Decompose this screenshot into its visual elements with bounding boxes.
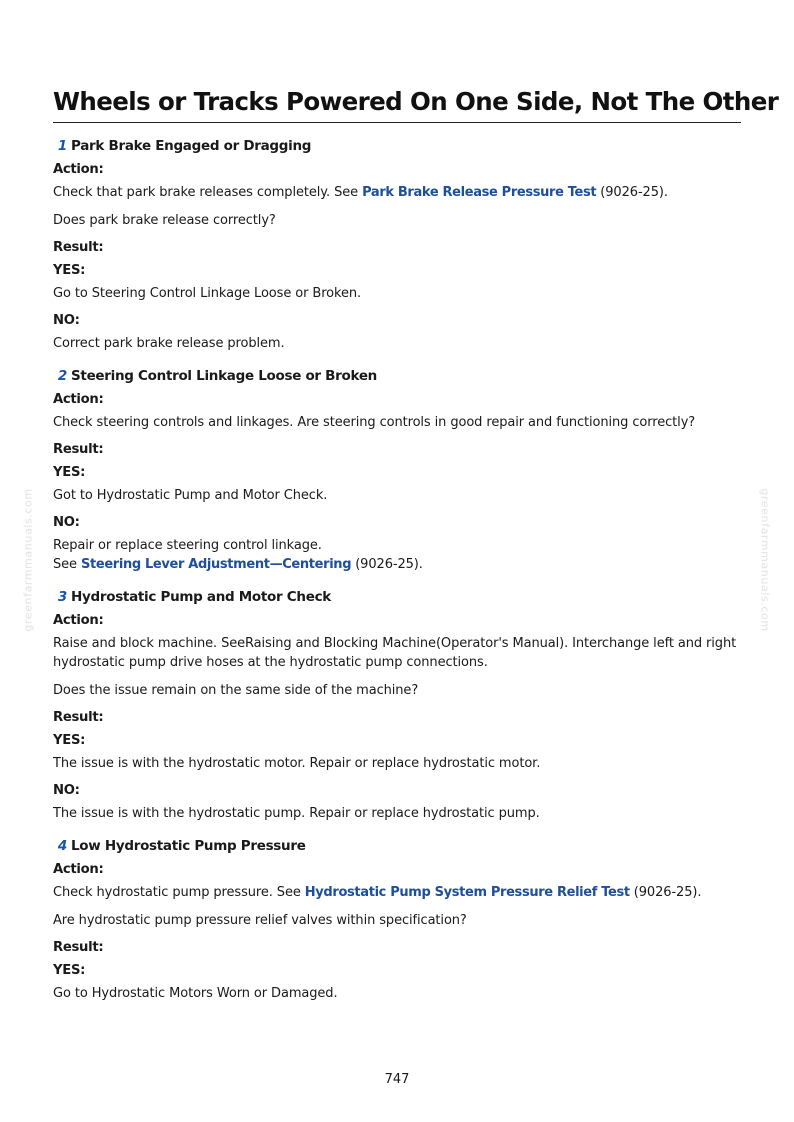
no-text-reference: [53, 555, 741, 574]
park-brake-release-test-link[interactable]: Park Brake Release Pressure Test: [362, 185, 597, 200]
action-text: Check steering controls and linkages. Are steering controls in good repair and functioning correctly?: [53, 415, 696, 430]
yes-text: Go to Steering Control Linkage Loose or Broken.: [53, 286, 362, 301]
hydrostatic-pump-relief-test-link[interactable]: Hydrostatic Pump System Pressure Relief Test: [304, 885, 630, 900]
question-text: Does the issue remain on the same side of the machine?: [53, 683, 419, 698]
step-2: [53, 366, 741, 574]
step-3: [53, 587, 741, 823]
yes-text: Got to Hydrostatic Pump and Motor Check.: [53, 488, 328, 503]
result-label: Result:: [53, 710, 104, 725]
step-title: Park Brake Engaged or Dragging: [71, 138, 312, 154]
no-label: NO:: [53, 783, 80, 798]
yes-label: YES:: [53, 963, 86, 978]
action-text-end: (9026-25).: [629, 885, 702, 900]
yes-text: Go to Hydrostatic Motors Worn or Damaged.: [53, 986, 338, 1001]
no-text-start: See: [53, 557, 81, 572]
step-heading: [53, 836, 741, 856]
no-text: [53, 536, 741, 574]
action-text: [53, 883, 741, 902]
step-4: [53, 836, 741, 1003]
no-text-end: (9026-25).: [351, 557, 423, 572]
result-label: Result:: [53, 240, 104, 255]
no-label: NO:: [53, 515, 80, 530]
step-number: 1: [57, 138, 67, 154]
no-text: Correct park brake release problem.: [53, 336, 285, 351]
action-text: [53, 183, 741, 202]
no-label: NO:: [53, 313, 80, 328]
action-text-start: Check hydrostatic pump pressure. See: [53, 885, 305, 900]
action-label: Action:: [53, 162, 104, 177]
step-heading: [53, 587, 741, 607]
action-text-end: (9026-25).: [596, 185, 668, 200]
yes-label: YES:: [53, 465, 86, 480]
yes-text: The issue is with the hydrostatic motor. Repair or replace hydrostatic motor.: [53, 756, 541, 771]
yes-label: YES:: [53, 263, 86, 278]
no-text: The issue is with the hydrostatic pump. Repair or replace hydrostatic pump.: [53, 806, 540, 821]
step-title: Steering Control Linkage Loose or Broken: [71, 368, 377, 384]
page-title: Wheels or Tracks Powered On One Side, Not The Other: [53, 84, 741, 123]
step-number: 2: [57, 368, 67, 384]
result-label: Result:: [53, 442, 104, 457]
result-label: Result:: [53, 940, 104, 955]
step-number: 4: [57, 838, 67, 854]
page-number: 747: [384, 1072, 410, 1087]
step-title: Low Hydrostatic Pump Pressure: [71, 838, 306, 854]
action-label: Action:: [53, 613, 104, 628]
action-text: Raise and block machine. SeeRaising and Blocking Machine(Operator's Manual). Interchange left and right hydrostatic pump drive hoses at the hydrostatic pump connections.: [53, 636, 737, 670]
question-text: Are hydrostatic pump pressure relief valves within specification?: [53, 913, 467, 928]
step-1: [53, 136, 741, 353]
step-number: 3: [57, 589, 67, 605]
action-label: Action:: [53, 392, 104, 407]
action-label: Action:: [53, 862, 104, 877]
watermark-left: greenfarmmanuals.com: [21, 488, 35, 632]
action-text-start: Check that park brake releases completely. See: [53, 185, 363, 200]
steering-lever-adjustment-link[interactable]: Steering Lever Adjustment—Centering: [80, 557, 352, 572]
step-heading: [53, 136, 741, 156]
yes-label: YES:: [53, 733, 86, 748]
step-heading: [53, 366, 741, 386]
no-text-line: Repair or replace steering control linkage.: [53, 538, 322, 553]
watermark-right: greenfarmmanuals.com: [758, 488, 772, 632]
question-text: Does park brake release correctly?: [53, 213, 276, 228]
step-title: Hydrostatic Pump and Motor Check: [71, 589, 331, 605]
